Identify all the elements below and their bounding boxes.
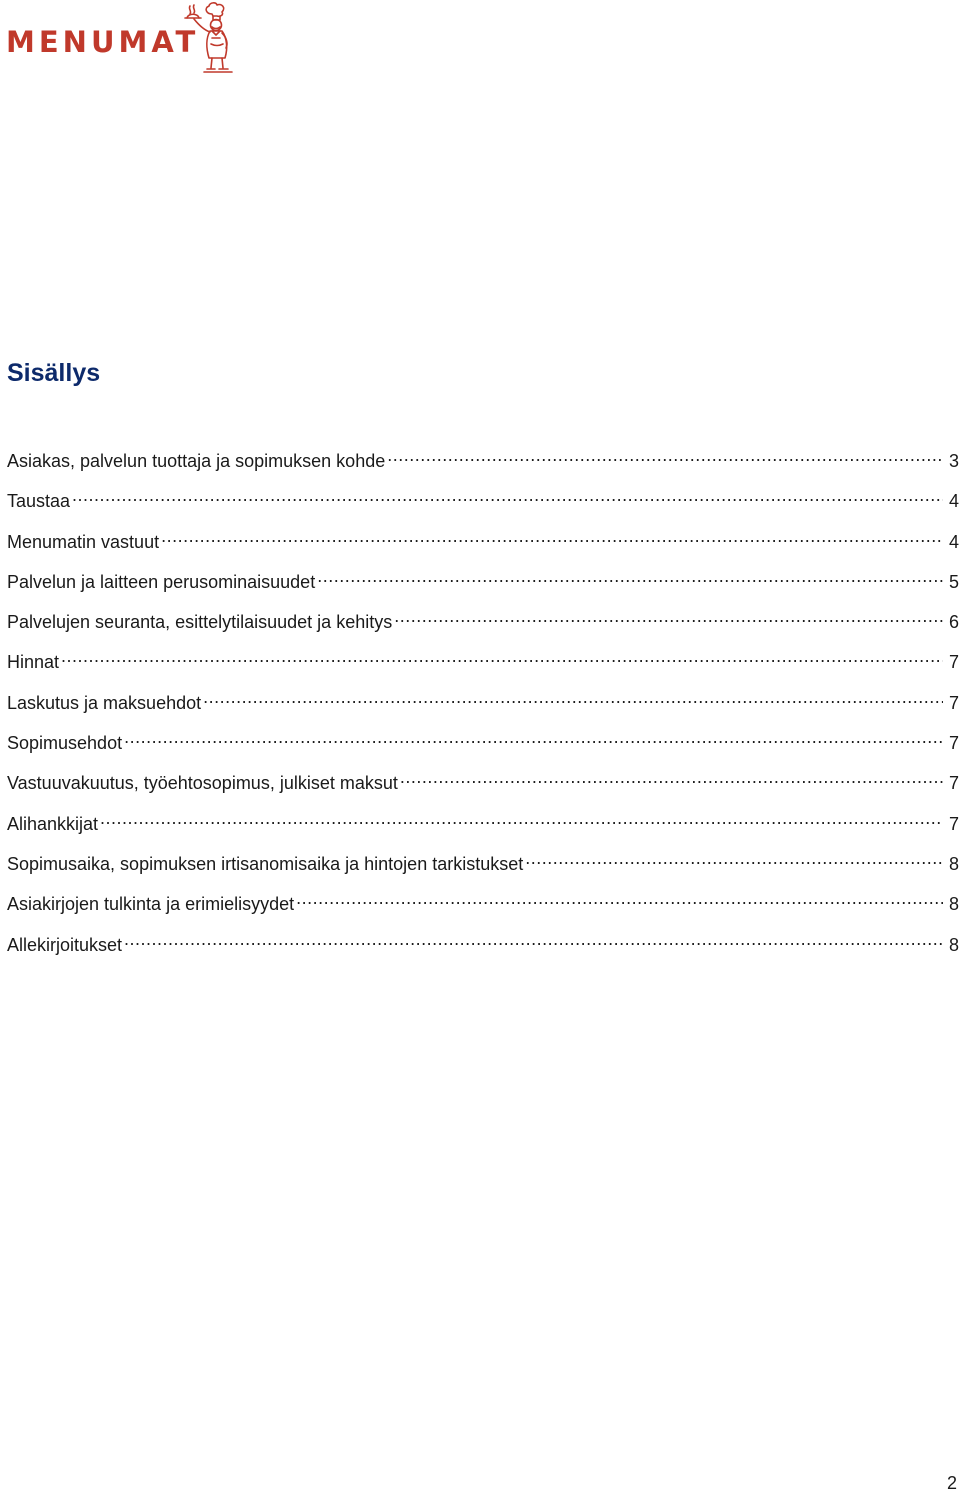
- toc-entry-page: 7: [948, 773, 959, 794]
- toc-entry-label: Asiakirjojen tulkinta ja erimielisyydet: [7, 894, 295, 915]
- chef-mascot-icon: [182, 0, 240, 74]
- toc-entry-label: Sopimusaika, sopimuksen irtisanomisaika ja hintojen tarkistukset: [7, 853, 524, 874]
- toc-entry-label: Palvelun ja laitteen perusominaisuudet: [7, 571, 316, 592]
- toc-entry-page: 7: [948, 692, 959, 713]
- toc-entry-label: Palvelujen seuranta, esittelytilaisuudet ja kehitys: [7, 612, 393, 633]
- toc-entry[interactable]: [7, 809, 959, 849]
- toc-entry[interactable]: [7, 607, 959, 647]
- toc-entry-page: 8: [948, 853, 959, 874]
- toc-entry-label: Vastuuvakuutus, työehtosopimus, julkiset maksut: [7, 773, 398, 794]
- toc-entry-label: Menumatin vastuut: [7, 531, 160, 552]
- toc-entry-label: Laskutus ja maksuehdot: [7, 692, 202, 713]
- toc-entry-page: 3: [948, 451, 959, 471]
- page-number: 2: [946, 1473, 957, 1493]
- toc-entry-page: 7: [948, 813, 959, 834]
- toc-dot-leader: [161, 528, 943, 548]
- toc-entry-label: Sopimusehdot: [7, 733, 123, 754]
- toc-dot-leader: [394, 608, 943, 628]
- logo-wordmark: MENUMAT: [6, 25, 200, 59]
- toc-entry-page: 7: [948, 733, 959, 754]
- toc-entry[interactable]: [7, 567, 959, 607]
- toc-dot-leader: [317, 568, 943, 588]
- toc-entry[interactable]: [7, 647, 959, 687]
- toc-title: Sisällys: [7, 359, 101, 387]
- toc-entry-page: 4: [948, 491, 959, 512]
- toc-dot-leader: [387, 447, 943, 467]
- toc-entry[interactable]: [7, 527, 959, 567]
- toc-dot-leader: [525, 850, 943, 870]
- toc-entry[interactable]: [7, 446, 959, 486]
- toc-entry-label: Asiakas, palvelun tuottaja ja sopimuksen kohde: [7, 451, 386, 471]
- toc-dot-leader: [203, 689, 943, 709]
- menumat-logo: [6, 0, 246, 74]
- toc-dot-leader: [61, 648, 943, 668]
- toc-entry[interactable]: [7, 889, 959, 929]
- toc-dot-leader: [400, 769, 943, 789]
- toc-entry[interactable]: [7, 768, 959, 808]
- toc-entry[interactable]: [7, 849, 959, 889]
- toc-entry[interactable]: [7, 486, 959, 526]
- toc-entry-page: 8: [948, 894, 959, 915]
- toc-entry-page: 5: [948, 571, 959, 592]
- toc-entry-page: 7: [948, 652, 959, 673]
- toc-entry-label: Taustaa: [7, 491, 71, 512]
- toc-entry-label: Allekirjoitukset: [7, 934, 123, 955]
- toc-dot-leader: [124, 931, 943, 951]
- toc-dot-leader: [124, 729, 943, 749]
- toc-entry[interactable]: [7, 688, 959, 728]
- toc-dot-leader: [100, 810, 943, 830]
- toc-entry-label: Alihankkijat: [7, 813, 99, 834]
- table-of-contents: [7, 446, 959, 970]
- toc-dot-leader: [296, 890, 943, 910]
- toc-entry[interactable]: [7, 728, 959, 768]
- toc-entry-page: 6: [948, 612, 959, 633]
- toc-entry-page: 4: [948, 531, 959, 552]
- toc-entry-page: 8: [948, 934, 959, 955]
- toc-dot-leader: [72, 487, 943, 507]
- toc-entry[interactable]: [7, 930, 959, 970]
- toc-entry-label: Hinnat: [7, 652, 60, 673]
